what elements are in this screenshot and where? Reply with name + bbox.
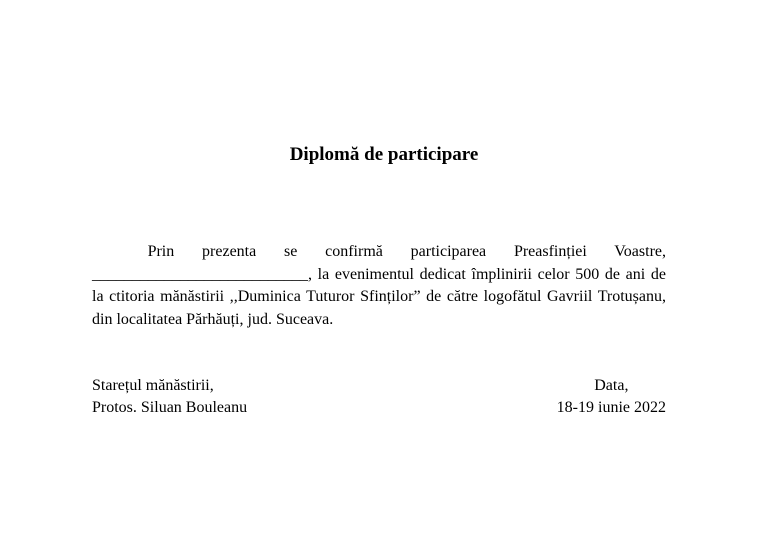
diploma-title: Diplomă de participare — [289, 144, 479, 165]
abbot-signature-block — [92, 375, 247, 419]
date-label: Data, — [594, 377, 629, 394]
confirmation-paragraph — [92, 241, 666, 332]
abbot-name: Protos. Siluan Bouleanu — [92, 399, 248, 416]
paragraph-intro: Prin prezenta se confirmă participarea Preasfinției Voastre, — [147, 243, 667, 260]
paragraph-continuation: , la evenimentul dedicat împlinirii celor 500 de ani de la ctitoria mănăstirii ,,Duminica Tuturor Sfinților” de către logofătul Gavriil Trotușanu, din localitatea Părhăuți, jud. Suceava. — [92, 265, 666, 329]
abbot-title: Starețul mănăstirii, — [92, 377, 214, 394]
date-block — [557, 375, 666, 419]
name-blank-line: ___________________________ — [92, 265, 308, 283]
date-value: 18-19 iunie 2022 — [556, 399, 666, 416]
